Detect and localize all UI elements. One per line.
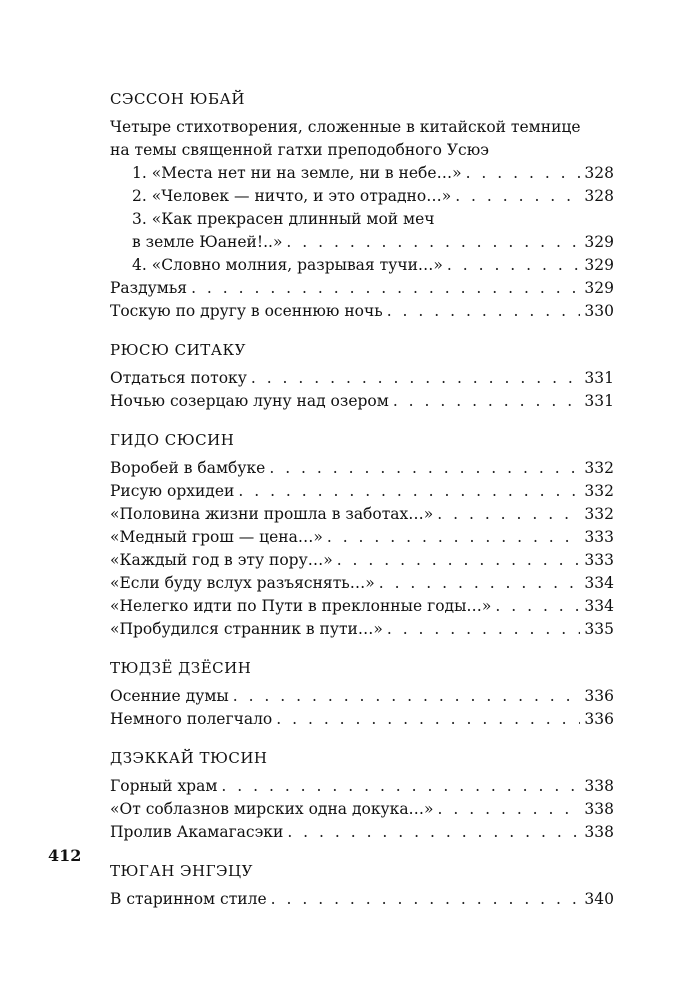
toc-entry[interactable] bbox=[110, 254, 614, 277]
dot-leader bbox=[387, 618, 581, 641]
dot-leader bbox=[238, 480, 580, 503]
toc-entry-title: 2. «Человек — ничто, и это отрадно…» bbox=[132, 187, 452, 205]
toc-entry[interactable] bbox=[110, 480, 614, 503]
author-heading: ТЮДЗЁ ДЗЁСИН bbox=[110, 659, 252, 677]
page-number: 412 bbox=[48, 846, 82, 865]
toc-entry-page: 334 bbox=[584, 574, 614, 592]
author-heading: СЭССОН ЮБАЙ bbox=[110, 90, 245, 108]
dot-leader bbox=[393, 390, 581, 413]
toc-entry-page: 331 bbox=[584, 392, 614, 410]
toc-entry-page: 329 bbox=[584, 279, 614, 297]
dot-leader bbox=[251, 367, 581, 390]
dot-leader bbox=[286, 231, 580, 254]
dot-leader bbox=[495, 595, 580, 618]
toc-entry-title: Тоскую по другу в осеннюю ночь bbox=[110, 302, 383, 320]
toc-entry-title: «Медный грош — цена…» bbox=[110, 528, 323, 546]
toc-entry-title: Раздумья bbox=[110, 279, 188, 297]
toc-entry-title: Осенние думы bbox=[110, 687, 229, 705]
toc-entry-page: 333 bbox=[584, 551, 614, 569]
toc-entry-title: в земле Юаней!..» bbox=[132, 233, 283, 251]
dot-leader bbox=[437, 503, 580, 526]
dot-leader bbox=[221, 775, 580, 798]
dot-leader bbox=[337, 549, 581, 572]
toc-entry[interactable] bbox=[110, 685, 614, 708]
toc-entry-page: 333 bbox=[584, 528, 614, 546]
toc-entry[interactable] bbox=[110, 775, 614, 798]
toc-entry[interactable] bbox=[110, 526, 614, 549]
toc-entry[interactable] bbox=[110, 277, 614, 300]
toc-entry-page: 331 bbox=[584, 369, 614, 387]
dot-leader bbox=[287, 821, 580, 844]
toc-entry-title: Ночью созерцаю луну над озером bbox=[110, 392, 389, 410]
toc-entry-page: 336 bbox=[584, 687, 614, 705]
toc-entry-title: «Нелегко идти по Пути в преклонные годы…» bbox=[110, 597, 492, 615]
toc-section bbox=[110, 339, 614, 413]
dot-leader bbox=[271, 888, 581, 911]
toc-entry-page: 329 bbox=[584, 256, 614, 274]
toc-entry-title: «Если буду вслух разъяснять…» bbox=[110, 574, 375, 592]
toc-entry-page: 332 bbox=[584, 459, 614, 477]
toc-entry-page: 340 bbox=[584, 890, 614, 908]
dot-leader bbox=[466, 162, 581, 185]
dot-leader bbox=[327, 526, 581, 549]
toc-entry-page: 328 bbox=[584, 187, 614, 205]
toc-entry-page: 332 bbox=[584, 482, 614, 500]
author-heading: ГИДО СЮСИН bbox=[110, 431, 235, 449]
dot-leader bbox=[438, 798, 581, 821]
toc-entry-title: Отдаться потоку bbox=[110, 369, 247, 387]
toc-entry[interactable] bbox=[110, 300, 614, 323]
toc-entry[interactable] bbox=[110, 572, 614, 595]
toc-entry[interactable] bbox=[110, 798, 614, 821]
toc-entry[interactable] bbox=[110, 595, 614, 618]
toc-entry-title-line: 3. «Как прекрасен длинный мой меч bbox=[132, 210, 435, 228]
dot-leader bbox=[455, 185, 580, 208]
dot-leader bbox=[276, 708, 580, 731]
toc-entry-title: «От соблазнов мирских одна докука…» bbox=[110, 800, 434, 818]
dot-leader bbox=[387, 300, 581, 323]
toc-entry-title: 1. «Места нет ни на земле, ни в небе…» bbox=[132, 164, 462, 182]
toc-entry[interactable] bbox=[110, 549, 614, 572]
table-of-contents bbox=[110, 88, 614, 927]
toc-entry-title: «Каждый год в эту пору…» bbox=[110, 551, 333, 569]
toc-entry[interactable] bbox=[110, 708, 614, 731]
toc-entry-title: Воробей в бамбуке bbox=[110, 459, 266, 477]
toc-entry-page: 338 bbox=[584, 777, 614, 795]
toc-section bbox=[110, 860, 614, 911]
toc-entry[interactable] bbox=[110, 888, 614, 911]
dot-leader bbox=[447, 254, 581, 277]
author-heading: ДЗЭККАЙ ТЮСИН bbox=[110, 749, 268, 767]
toc-section bbox=[110, 88, 614, 323]
toc-section bbox=[110, 657, 614, 731]
toc-entry-page: 328 bbox=[584, 164, 614, 182]
toc-entry[interactable] bbox=[110, 185, 614, 208]
toc-entry[interactable] bbox=[110, 390, 614, 413]
toc-entry[interactable] bbox=[110, 231, 614, 254]
toc-entry[interactable] bbox=[110, 503, 614, 526]
toc-section bbox=[110, 429, 614, 641]
dot-leader bbox=[269, 457, 580, 480]
toc-entry-title: В старинном стиле bbox=[110, 890, 267, 908]
toc-entry-page: 334 bbox=[584, 597, 614, 615]
toc-entry-page: 330 bbox=[584, 302, 614, 320]
toc-entry-page: 329 bbox=[584, 233, 614, 251]
author-heading: ТЮГАН ЭНГЭЦУ bbox=[110, 862, 253, 880]
dot-leader bbox=[379, 572, 581, 595]
toc-entry-page: 332 bbox=[584, 505, 614, 523]
toc-entry-title: «Половина жизни прошла в заботах…» bbox=[110, 505, 434, 523]
toc-entry[interactable] bbox=[110, 162, 614, 185]
toc-entry-page: 338 bbox=[584, 800, 614, 818]
toc-entry-title: Рисую орхидеи bbox=[110, 482, 235, 500]
toc-section bbox=[110, 747, 614, 844]
toc-entry-title: Пролив Акамагасэки bbox=[110, 823, 284, 841]
toc-entry-title: 4. «Словно молния, разрывая тучи…» bbox=[132, 256, 443, 274]
dot-leader bbox=[191, 277, 580, 300]
dot-leader bbox=[233, 685, 581, 708]
toc-entry-page: 338 bbox=[584, 823, 614, 841]
toc-entry[interactable] bbox=[110, 367, 614, 390]
toc-entry-title: Немного полегчало bbox=[110, 710, 273, 728]
toc-entry-title: Горный храм bbox=[110, 777, 218, 795]
toc-entry[interactable] bbox=[110, 618, 614, 641]
toc-entry-page: 335 bbox=[584, 620, 614, 638]
cycle-title-line: Четыре стихотворения, сложенные в китайской темнице bbox=[110, 118, 581, 136]
toc-entry-page: 336 bbox=[584, 710, 614, 728]
toc-entry[interactable] bbox=[110, 457, 614, 480]
author-heading: РЮСЮ СИТАКУ bbox=[110, 341, 247, 359]
cycle-title-line: на темы священной гатхи преподобного Усюэ bbox=[110, 141, 489, 159]
toc-entry[interactable] bbox=[110, 821, 614, 844]
toc-entry-title: «Пробудился странник в пути…» bbox=[110, 620, 383, 638]
